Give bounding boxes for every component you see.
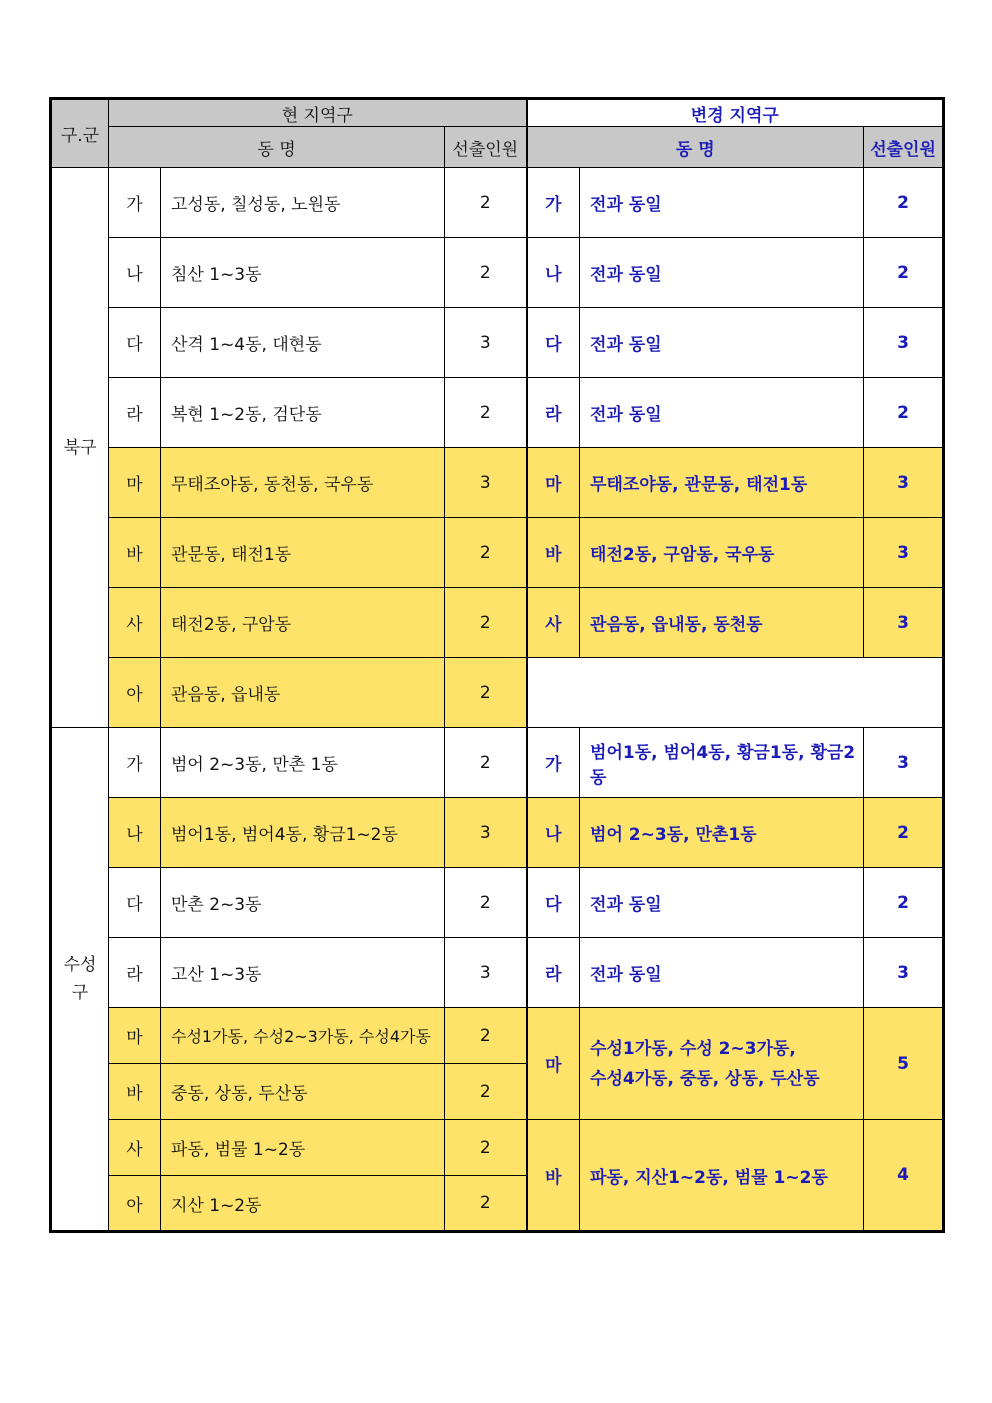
dong-name: 태전2동, 구암동: [161, 588, 445, 658]
seat-count: 2: [445, 1176, 527, 1232]
changed-row-label: 마: [527, 448, 580, 518]
changed-row-label: 라: [527, 938, 580, 1008]
changed-row-label: 바: [527, 518, 580, 588]
changed-seat-count: 3: [864, 448, 944, 518]
district-name-line2: 구: [71, 983, 89, 1003]
changed-row-label: 사: [527, 588, 580, 658]
changed-seat-count: 3: [864, 518, 944, 588]
dong-name: 중동, 상동, 두산동: [161, 1064, 445, 1120]
changed-seat-count: 5: [864, 1008, 944, 1120]
district-name-line1: 수성: [63, 955, 97, 975]
row-label: 나: [109, 798, 161, 868]
seat-count: 2: [445, 378, 527, 448]
dong-name: 만촌 2~3동: [161, 868, 445, 938]
dong-name: 관음동, 읍내동: [161, 658, 445, 728]
changed-dong-name: 전과 동일: [580, 238, 864, 308]
changed-row-label: 바: [527, 1120, 580, 1232]
seat-count: 2: [445, 1064, 527, 1120]
row-label: 마: [109, 448, 161, 518]
dong-name: 파동, 범물 1~2동: [161, 1120, 445, 1176]
changed-seat-count: 2: [864, 798, 944, 868]
changed-dong-name: 전과 동일: [580, 168, 864, 238]
header-dong-name-changed: 동 명: [527, 127, 864, 168]
changed-seat-count: 4: [864, 1120, 944, 1232]
changed-seat-count: 3: [864, 588, 944, 658]
changed-row-label: 마: [527, 1008, 580, 1120]
changed-row-label: 가: [527, 168, 580, 238]
header-changed-district: 변경 지역구: [527, 99, 944, 127]
row-label: 사: [109, 588, 161, 658]
changed-dong-name: 전과 동일: [580, 868, 864, 938]
row-label: 사: [109, 1120, 161, 1176]
row-label: 가: [109, 728, 161, 798]
changed-seat-count: 2: [864, 868, 944, 938]
seat-count: 2: [445, 1120, 527, 1176]
changed-dong-name: 전과 동일: [580, 308, 864, 378]
changed-dong-name: 범어 2~3동, 만촌1동: [580, 798, 864, 868]
seat-count: 2: [445, 588, 527, 658]
dong-name: 범어 2~3동, 만촌 1동: [161, 728, 445, 798]
seat-count: 3: [445, 308, 527, 378]
dong-name: 무태조야동, 동천동, 국우동: [161, 448, 445, 518]
row-label: 마: [109, 1008, 161, 1064]
dong-name: 산격 1~4동, 대현동: [161, 308, 445, 378]
seat-count: 2: [445, 238, 527, 308]
seat-count: 2: [445, 728, 527, 798]
seat-count: 2: [445, 518, 527, 588]
dong-name: 침산 1~3동: [161, 238, 445, 308]
changed-seat-count: 2: [864, 378, 944, 448]
header-current-district: 현 지역구: [109, 99, 527, 127]
dong-name: 범어1동, 범어4동, 황금1~2동: [161, 798, 445, 868]
changed-seat-count: 3: [864, 938, 944, 1008]
changed-dong-name: 관음동, 읍내동, 동천동: [580, 588, 864, 658]
changed-dong-name: 전과 동일: [580, 938, 864, 1008]
changed-dong-name: [580, 1008, 864, 1120]
seat-count: 3: [445, 448, 527, 518]
changed-dong-name: 태전2동, 구암동, 국우동: [580, 518, 864, 588]
row-label: 바: [109, 1064, 161, 1120]
changed-seat-count: 3: [864, 728, 944, 798]
row-label: 라: [109, 378, 161, 448]
changed-seat-count: 3: [864, 308, 944, 378]
seat-count: 3: [445, 938, 527, 1008]
row-label: 다: [109, 308, 161, 378]
dong-name: 관문동, 태전1동: [161, 518, 445, 588]
empty-cell: [527, 658, 944, 728]
district-name-suseonggu: [51, 728, 109, 1232]
seat-count: 3: [445, 798, 527, 868]
dong-name: 수성1가동, 수성2~3가동, 수성4가동: [161, 1008, 445, 1064]
seat-count: 2: [445, 168, 527, 238]
row-label: 아: [109, 1176, 161, 1232]
seat-count: 2: [445, 868, 527, 938]
header-gu-gun: 구.군: [51, 99, 109, 168]
changed-dong-name: 범어1동, 범어4동, 황금1동, 황금2동: [580, 728, 864, 798]
dong-name: 고성동, 칠성동, 노원동: [161, 168, 445, 238]
dong-name: 복현 1~2동, 검단동: [161, 378, 445, 448]
changed-seat-count: 2: [864, 238, 944, 308]
changed-row-label: 나: [527, 238, 580, 308]
changed-dong-name: 파동, 지산1~2동, 범물 1~2동: [580, 1120, 864, 1232]
row-label: 가: [109, 168, 161, 238]
changed-row-label: 다: [527, 308, 580, 378]
district-name-bukgu: 북구: [51, 168, 109, 728]
changed-row-label: 가: [527, 728, 580, 798]
dong-name: 고산 1~3동: [161, 938, 445, 1008]
header-dong-name: 동 명: [109, 127, 445, 168]
dong-name: 지산 1~2동: [161, 1176, 445, 1232]
changed-row-label: 나: [527, 798, 580, 868]
row-label: 바: [109, 518, 161, 588]
district-table: [49, 97, 945, 1233]
changed-row-label: 다: [527, 868, 580, 938]
header-seats-changed: 선출인원: [864, 127, 944, 168]
changed-dong-name: 전과 동일: [580, 378, 864, 448]
row-label: 라: [109, 938, 161, 1008]
row-label: 나: [109, 238, 161, 308]
changed-row-label: 라: [527, 378, 580, 448]
row-label: 아: [109, 658, 161, 728]
header-seats: 선출인원: [445, 127, 527, 168]
changed-dong-name: 무태조야동, 관문동, 태전1동: [580, 448, 864, 518]
seat-count: 2: [445, 1008, 527, 1064]
changed-seat-count: 2: [864, 168, 944, 238]
changed-dong-name-line2: 수성4가동, 중동, 상동, 두산동: [590, 1068, 820, 1089]
row-label: 다: [109, 868, 161, 938]
changed-dong-name-line1: 수성1가동, 수성 2~3가동,: [590, 1038, 796, 1059]
seat-count: 2: [445, 658, 527, 728]
